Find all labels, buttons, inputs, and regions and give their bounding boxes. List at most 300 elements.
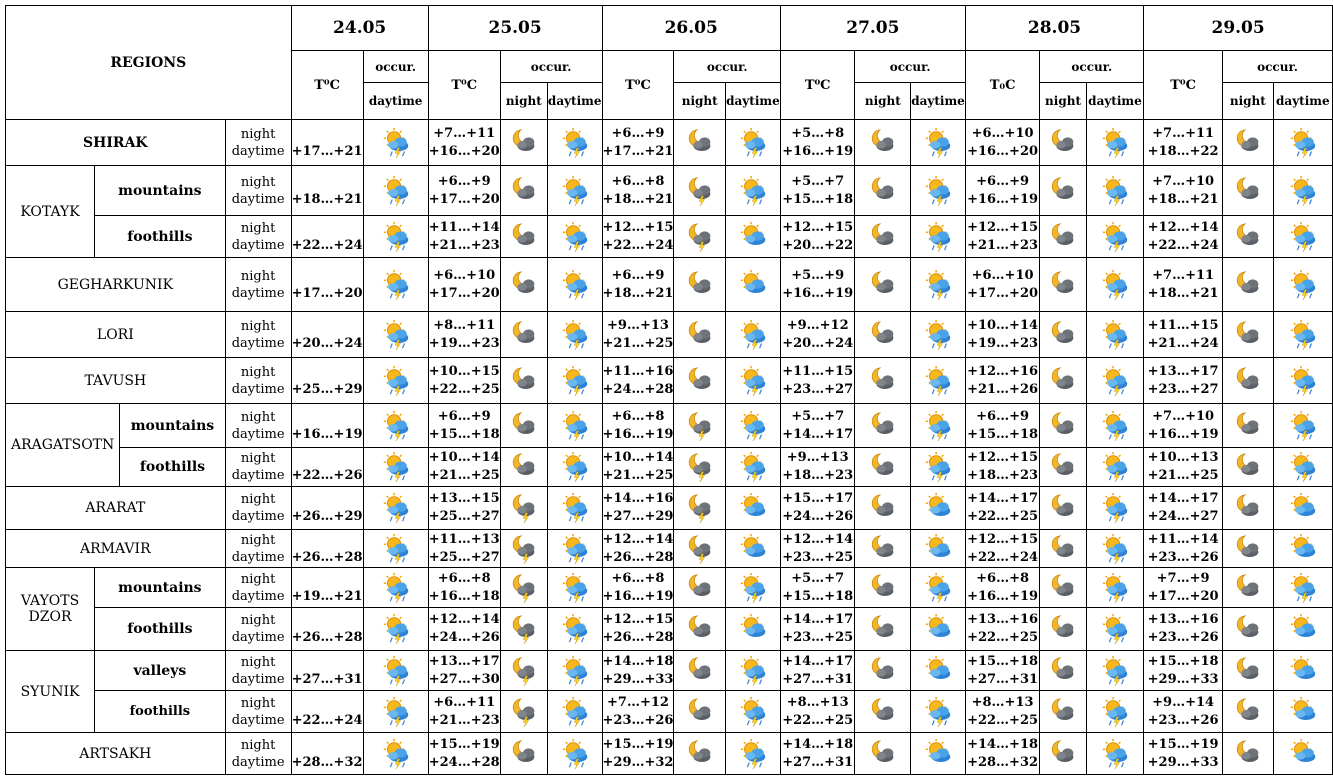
sun-storm-icon	[1288, 324, 1318, 343]
temperature-cell	[291, 568, 363, 608]
daytime-temperature: +14…+17	[782, 426, 854, 442]
moon-cloud-icon	[1233, 180, 1263, 199]
moon-cloud-icon	[868, 538, 898, 557]
weather-cell	[725, 216, 780, 258]
moon-cloud-icon	[509, 180, 539, 199]
temperature-cell	[965, 358, 1040, 404]
weather-cell	[363, 216, 428, 258]
sun-storm-icon	[381, 701, 411, 720]
temperature-cell	[291, 651, 363, 691]
daytime-temperature: +23…+25	[782, 630, 854, 645]
moon-cloud-icon	[509, 274, 539, 293]
daytime-header: daytime	[725, 83, 780, 120]
sun-storm-icon	[738, 743, 768, 762]
temperature-cell	[965, 691, 1040, 733]
moon-cloud-icon	[868, 415, 898, 434]
night-label: night	[240, 220, 276, 236]
temperature-cell	[428, 733, 500, 775]
temperature-cell	[780, 448, 855, 487]
table-row	[6, 166, 1333, 216]
night-label: night	[240, 268, 276, 284]
moon-cloud-icon	[1048, 743, 1078, 762]
weather-cell	[911, 651, 966, 691]
temperature-cell	[602, 404, 674, 448]
temperature-cell	[780, 568, 855, 608]
weather-cell	[1223, 530, 1274, 568]
daytime-temperature: +29…+33	[602, 671, 674, 687]
night-label: night	[240, 318, 276, 334]
temperature-header: T₀C	[965, 51, 1040, 120]
weather-cell	[725, 404, 780, 448]
weather-cell	[1223, 691, 1274, 733]
night-temperature: +10…+15	[428, 363, 500, 379]
sun-storm-icon	[560, 274, 590, 293]
daytime-temperature: +24…+26	[428, 630, 500, 645]
temperature-cell	[780, 651, 855, 691]
weather-cell	[363, 258, 428, 312]
weather-cell	[547, 691, 602, 733]
daytime-temperature: +27…+31	[967, 671, 1039, 687]
temperature-cell	[291, 404, 363, 448]
weather-cell	[547, 733, 602, 775]
moon-storm-icon	[509, 660, 539, 679]
temperature-cell	[291, 120, 363, 166]
temperature-cell	[780, 258, 855, 312]
weather-cell	[547, 568, 602, 608]
daytime-label: daytime	[231, 143, 285, 159]
moon-cloud-icon	[1233, 274, 1263, 293]
daytime-header: daytime	[911, 83, 966, 120]
sun-storm-icon	[1100, 226, 1130, 245]
moon-cloud-icon	[1233, 660, 1263, 679]
moon-cloud-icon	[1233, 619, 1263, 638]
temperature-cell	[428, 448, 500, 487]
night-temperature: +5…+7	[791, 408, 845, 424]
subregion-name: mountains	[120, 404, 225, 448]
sun-storm-icon	[560, 370, 590, 389]
night-temperature: +14…+17	[782, 653, 854, 669]
night-label: night	[240, 174, 276, 190]
weather-cell	[855, 691, 911, 733]
sun-storm-icon	[1100, 274, 1130, 293]
sun-storm-icon	[1288, 226, 1318, 245]
night-label: night	[240, 364, 276, 380]
night-temperature: +7…+10	[1152, 173, 1215, 189]
night-temperature: +6…+9	[976, 408, 1030, 424]
sun-storm-icon	[560, 132, 590, 151]
sun-storm-icon	[1288, 180, 1318, 199]
night-temperature: +13…+17	[1147, 363, 1219, 379]
weather-cell	[674, 733, 726, 775]
daytime-temperature: +25…+27	[428, 509, 500, 524]
weather-cell	[1040, 448, 1086, 487]
date-header: 28.05	[965, 6, 1143, 51]
weather-cell	[1086, 358, 1143, 404]
weather-cell	[911, 404, 966, 448]
sun-storm-icon	[381, 226, 411, 245]
temperature-cell	[602, 608, 674, 651]
sun-storm-icon	[923, 132, 953, 151]
period-label	[225, 216, 291, 258]
temperature-cell	[1144, 530, 1223, 568]
night-label: night	[240, 532, 276, 548]
sun-cloud-icon	[923, 743, 953, 762]
temperature-cell	[602, 448, 674, 487]
moon-cloud-icon	[509, 226, 539, 245]
weather-cell	[500, 487, 547, 530]
daytime-temperature: +22…+25	[428, 381, 500, 397]
sun-storm-icon	[738, 660, 768, 679]
weather-cell	[855, 530, 911, 568]
night-temperature: +12…+15	[967, 531, 1039, 547]
temperature-cell	[291, 608, 363, 651]
temperature-cell	[780, 733, 855, 775]
night-temperature: +11…+14	[428, 219, 500, 235]
weather-cell	[363, 651, 428, 691]
temperature-cell	[602, 651, 674, 691]
temperature-cell	[780, 358, 855, 404]
daytime-temperature: +20…+24	[782, 335, 854, 351]
weather-cell	[547, 216, 602, 258]
sun-storm-icon	[923, 577, 953, 596]
moon-cloud-icon	[1048, 180, 1078, 199]
night-temperature: +8…+13	[971, 694, 1034, 710]
weather-cell	[855, 312, 911, 358]
temperature-cell	[428, 608, 500, 651]
night-temperature: +12…+15	[967, 219, 1039, 235]
temperature-cell	[965, 608, 1040, 651]
weather-cell	[1223, 404, 1274, 448]
moon-cloud-icon	[1233, 457, 1263, 476]
region-name: SYUNIK	[6, 651, 95, 733]
weather-cell	[725, 651, 780, 691]
night-temperature: +15…+18	[967, 653, 1039, 669]
night-temperature: +10…+14	[428, 450, 500, 465]
daytime-temperature: +28…+32	[291, 754, 363, 770]
table-row	[6, 216, 1333, 258]
sun-storm-icon	[1100, 370, 1130, 389]
night-temperature: +6…+9	[437, 173, 491, 189]
moon-cloud-icon	[1233, 324, 1263, 343]
night-header: night	[1223, 83, 1274, 120]
temperature-cell	[602, 216, 674, 258]
weather-cell	[1223, 312, 1274, 358]
weather-cell	[1273, 358, 1332, 404]
daytime-temperature: +19…+23	[428, 335, 500, 351]
region-name: ARMAVIR	[6, 530, 226, 568]
daytime-temperature: +18…+23	[782, 468, 854, 483]
daytime-temperature: +21…+23	[428, 712, 500, 728]
weather-cell	[547, 120, 602, 166]
daytime-temperature: +28…+32	[967, 754, 1039, 770]
daytime-temperature: +17…+20	[291, 285, 363, 301]
table-row	[6, 608, 1333, 651]
night-temperature: +11…+13	[428, 531, 500, 547]
daytime-temperature: +21…+23	[428, 237, 500, 253]
night-temperature: +6…+8	[611, 408, 665, 424]
daytime-label: daytime	[231, 468, 285, 483]
night-temperature: +5…+8	[791, 125, 845, 141]
sun-storm-icon	[738, 415, 768, 434]
daytime-temperature: +25…+27	[428, 549, 500, 565]
night-temperature: +5…+7	[791, 570, 845, 586]
weather-cell	[547, 258, 602, 312]
sun-cloud-icon	[923, 660, 953, 679]
sun-cloud-icon	[1288, 538, 1318, 557]
weather-cell	[1086, 404, 1143, 448]
sun-storm-icon	[560, 180, 590, 199]
daytime-temperature: +18…+21	[602, 191, 674, 207]
weather-cell	[500, 216, 547, 258]
moon-cloud-icon	[1048, 619, 1078, 638]
weather-cell	[1273, 404, 1332, 448]
temperature-cell	[1144, 448, 1223, 487]
daytime-temperature: +24…+27	[1147, 509, 1219, 524]
weather-cell	[674, 651, 726, 691]
moon-cloud-icon	[685, 660, 715, 679]
temperature-cell	[602, 358, 674, 404]
sun-storm-icon	[1100, 324, 1130, 343]
sun-storm-icon	[923, 226, 953, 245]
weather-cell	[911, 487, 966, 530]
temperature-cell	[780, 691, 855, 733]
sun-storm-icon	[560, 701, 590, 720]
night-temperature: +9…+14	[1152, 694, 1215, 710]
temperature-header: T⁰C	[428, 51, 500, 120]
night-header: night	[674, 83, 726, 120]
temperature-cell	[291, 258, 363, 312]
weather-cell	[725, 530, 780, 568]
daytime-temperature: +29…+33	[1147, 671, 1219, 687]
daytime-temperature: +24…+28	[428, 754, 500, 770]
sun-storm-icon	[1288, 370, 1318, 389]
weather-cell	[725, 608, 780, 651]
weather-cell	[547, 487, 602, 530]
region-name: ARARAT	[6, 487, 226, 530]
temperature-cell	[291, 487, 363, 530]
daytime-temperature: +17…+20	[1147, 588, 1219, 604]
table-row	[6, 358, 1333, 404]
weather-cell	[674, 530, 726, 568]
weather-cell	[1040, 258, 1086, 312]
daytime-temperature: +23…+25	[782, 549, 854, 565]
daytime-temperature: +22…+25	[782, 712, 854, 728]
moon-cloud-icon	[868, 324, 898, 343]
moon-cloud-icon	[1233, 743, 1263, 762]
weather-cell	[500, 120, 547, 166]
region-name: VAYOTS DZOR	[6, 568, 95, 651]
moon-cloud-icon	[1048, 415, 1078, 434]
weather-cell	[855, 404, 911, 448]
weather-cell	[500, 530, 547, 568]
night-temperature: +15…+19	[602, 736, 674, 752]
daytime-temperature: +27…+31	[291, 671, 363, 687]
weather-cell	[1223, 608, 1274, 651]
sun-storm-icon	[738, 701, 768, 720]
weather-cell	[1086, 216, 1143, 258]
temperature-cell	[1144, 312, 1223, 358]
weather-cell	[500, 651, 547, 691]
moon-cloud-icon	[685, 701, 715, 720]
subregion-name: valleys	[95, 651, 226, 691]
night-temperature: +13…+17	[428, 653, 500, 669]
weather-cell	[674, 258, 726, 312]
night-temperature: +12…+15	[602, 219, 674, 235]
daytime-temperature: +19…+21	[291, 588, 363, 604]
moon-cloud-icon	[509, 324, 539, 343]
weather-cell	[1086, 733, 1143, 775]
night-label: night	[240, 492, 276, 507]
sun-storm-icon	[381, 180, 411, 199]
temperature-cell	[602, 487, 674, 530]
moon-cloud-icon	[685, 132, 715, 151]
weather-cell	[1273, 530, 1332, 568]
daytime-header: daytime	[547, 83, 602, 120]
daytime-temperature: +26…+29	[291, 509, 363, 524]
occurrence-header: occur.	[674, 51, 780, 83]
weather-cell	[500, 448, 547, 487]
night-temperature: +14…+17	[967, 491, 1039, 506]
weather-cell	[363, 404, 428, 448]
temperature-cell	[428, 258, 500, 312]
night-temperature: +6…+8	[437, 570, 491, 586]
temperature-cell	[291, 166, 363, 216]
night-label: night	[240, 571, 276, 587]
weather-cell	[855, 166, 911, 216]
region-name: ARAGATSOTN	[6, 404, 120, 487]
night-temperature: +10…+13	[1147, 450, 1219, 465]
moon-cloud-icon	[685, 619, 715, 638]
temperature-cell	[780, 487, 855, 530]
date-header: 29.05	[1144, 6, 1333, 51]
daytime-temperature: +23…+26	[1147, 549, 1219, 565]
sun-storm-icon	[923, 180, 953, 199]
night-temperature: +6…+9	[437, 408, 491, 424]
temperature-cell	[780, 120, 855, 166]
table-row	[6, 258, 1333, 312]
forecast-table-wrapper	[5, 5, 1333, 775]
weather-cell	[725, 258, 780, 312]
occurrence-header: occur.	[500, 51, 602, 83]
weather-cell	[363, 448, 428, 487]
daytime-temperature: +20…+22	[782, 237, 854, 253]
moon-storm-icon	[509, 577, 539, 596]
sun-storm-icon	[381, 415, 411, 434]
moon-storm-icon	[509, 701, 539, 720]
weather-cell	[500, 312, 547, 358]
moon-cloud-icon	[1233, 577, 1263, 596]
temperature-cell	[602, 312, 674, 358]
temperature-cell	[1144, 651, 1223, 691]
weather-cell	[911, 258, 966, 312]
sun-storm-icon	[923, 324, 953, 343]
night-temperature: +12…+15	[782, 219, 854, 235]
weather-cell	[1086, 166, 1143, 216]
temperature-header: T⁰C	[602, 51, 674, 120]
temperature-header: T⁰C	[291, 51, 363, 120]
period-label	[225, 651, 291, 691]
sun-storm-icon	[560, 577, 590, 596]
daytime-temperature: +19…+23	[967, 335, 1039, 351]
night-temperature: +6…+9	[976, 173, 1030, 189]
weather-cell	[674, 487, 726, 530]
weather-cell	[725, 691, 780, 733]
moon-cloud-icon	[509, 743, 539, 762]
period-label	[225, 358, 291, 404]
sun-storm-icon	[1288, 457, 1318, 476]
weather-cell	[1086, 448, 1143, 487]
weather-cell	[1223, 120, 1274, 166]
moon-cloud-icon	[1048, 226, 1078, 245]
sun-storm-icon	[381, 274, 411, 293]
sun-storm-icon	[560, 498, 590, 517]
sun-storm-icon	[1100, 701, 1130, 720]
weather-cell	[855, 358, 911, 404]
weather-cell	[855, 216, 911, 258]
temperature-cell	[965, 733, 1040, 775]
sun-storm-icon	[560, 660, 590, 679]
temperature-cell	[291, 358, 363, 404]
temperature-cell	[428, 166, 500, 216]
sun-storm-icon	[560, 619, 590, 638]
weather-cell	[1086, 120, 1143, 166]
weather-cell	[547, 448, 602, 487]
moon-cloud-icon	[1048, 457, 1078, 476]
moon-cloud-icon	[509, 415, 539, 434]
daytime-temperature: +23…+27	[1147, 381, 1219, 397]
temperature-cell	[965, 530, 1040, 568]
temperature-cell	[965, 448, 1040, 487]
daytime-label: daytime	[231, 712, 285, 728]
daytime-temperature: +23…+26	[1147, 712, 1219, 728]
temperature-cell	[291, 448, 363, 487]
daytime-temperature: +22…+24	[967, 549, 1039, 565]
night-label: night	[240, 695, 276, 711]
night-temperature: +12…+14	[428, 612, 500, 627]
sun-storm-icon	[381, 619, 411, 638]
temperature-cell	[965, 120, 1040, 166]
daytime-temperature: +26…+28	[291, 549, 363, 565]
moon-cloud-icon	[1048, 538, 1078, 557]
sun-storm-icon	[1288, 274, 1318, 293]
temperature-cell	[1144, 216, 1223, 258]
weather-cell	[500, 568, 547, 608]
weather-cell	[911, 312, 966, 358]
daytime-header: daytime	[1273, 83, 1332, 120]
sun-storm-icon	[1100, 457, 1130, 476]
weather-cell	[500, 166, 547, 216]
night-temperature: +12…+16	[967, 363, 1039, 379]
sun-storm-icon	[738, 324, 768, 343]
moon-cloud-icon	[509, 457, 539, 476]
occurrence-header: occur.	[855, 51, 965, 83]
occurrence-header: occur.	[363, 51, 428, 83]
daytime-temperature: +16…+19	[967, 191, 1039, 207]
weather-cell	[1086, 530, 1143, 568]
night-temperature: +14…+16	[602, 491, 674, 506]
table-row	[6, 691, 1333, 733]
date-header: 27.05	[780, 6, 965, 51]
weather-cell	[674, 166, 726, 216]
daytime-temperature: +17…+21	[291, 143, 363, 159]
forecast-body	[6, 120, 1333, 775]
moon-cloud-icon	[1233, 538, 1263, 557]
weather-cell	[911, 166, 966, 216]
daytime-label: daytime	[231, 754, 285, 770]
weather-cell	[1223, 258, 1274, 312]
sun-storm-icon	[1100, 415, 1130, 434]
night-temperature: +6…+10	[433, 267, 496, 283]
